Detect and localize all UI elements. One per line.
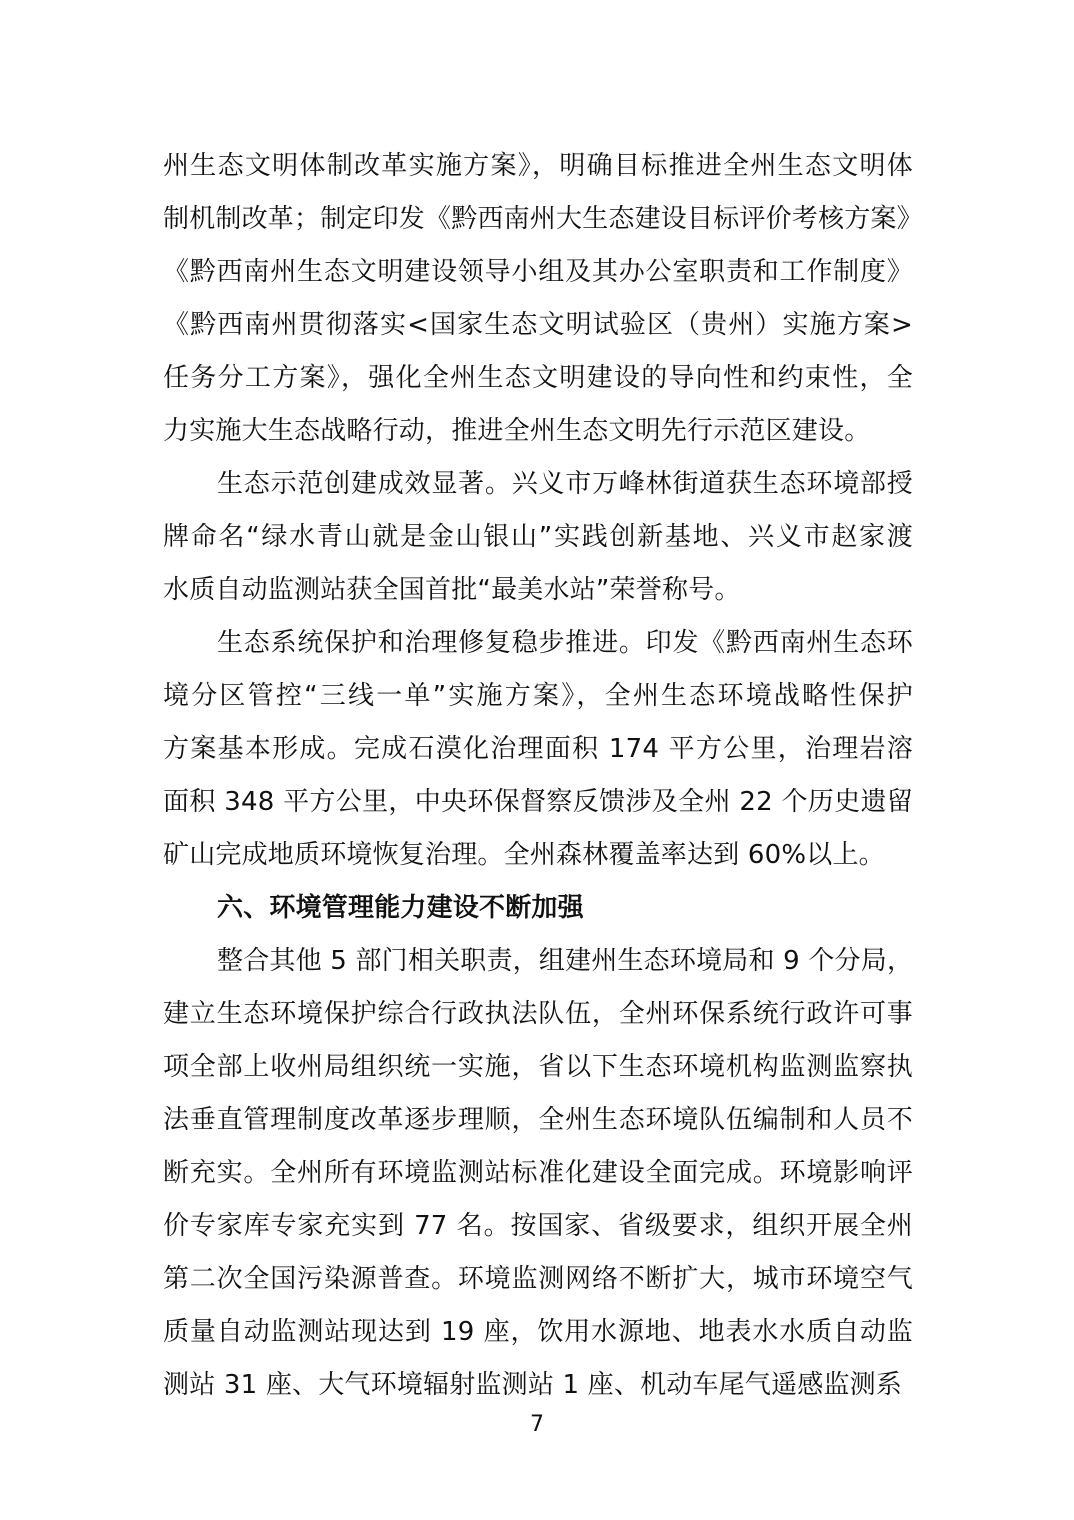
paragraph-line: 方案基本形成。完成石漠化治理面积 174 平方公里，治理岩溶 bbox=[163, 734, 913, 764]
paragraph-line: 制机制改革；制定印发《黔西南州大生态建设目标评价考核方案》 bbox=[163, 204, 923, 234]
paragraph-line: 力实施大生态战略行动，推进全州生态文明先行示范区建设。 bbox=[163, 416, 871, 446]
paragraph-line: 生态示范创建成效显著。兴义市万峰林街道获生态环境部授 bbox=[217, 469, 913, 499]
paragraph-line: 州生态文明体制改革实施方案》，明确目标推进全州生态文明体 bbox=[163, 151, 913, 181]
paragraph-line: 任务分工方案》，强化全州生态文明建设的导向性和约束性，全 bbox=[163, 363, 913, 393]
paragraph-line: 水质自动监测站获全国首批“最美水站”荣誉称号。 bbox=[163, 575, 741, 605]
section-heading: 六、环境管理能力建设不断加强 bbox=[217, 893, 584, 923]
paragraph-line: 法垂直管理制度改革逐步理顺，全州生态环境队伍编制和人员不 bbox=[163, 1105, 913, 1135]
paragraph-line: 测站 31 座、大气环境辐射监测站 1 座、机动车尾气遥感监测系 bbox=[163, 1370, 903, 1400]
page-body bbox=[163, 140, 923, 1412]
paragraph-line: 建立生态环境保护综合行政执法队伍，全州环保系统行政许可事 bbox=[163, 999, 913, 1029]
paragraph-line: 项全部上收州局组织统一实施，省以下生态环境机构监测监察执 bbox=[163, 1052, 913, 1082]
paragraph-line: 《黔西南州贯彻落实<国家生态文明试验区（贵州）实施方案> bbox=[163, 310, 913, 340]
paragraph-line: 矿山完成地质环境恢复治理。全州森林覆盖率达到 60%以上。 bbox=[163, 840, 885, 870]
page-number: 7 bbox=[530, 1412, 544, 1437]
paragraph-line: 价专家库专家充实到 77 名。按国家、省级要求，组织开展全州 bbox=[163, 1211, 913, 1241]
paragraph-line: 牌命名“绿水青山就是金山银山”实践创新基地、兴义市赵家渡 bbox=[163, 522, 913, 552]
paragraph-line: 第二次全国污染源普查。环境监测网络不断扩大，城市环境空气 bbox=[163, 1264, 913, 1294]
paragraph-line: 境分区管控“三线一单”实施方案》，全州生态环境战略性保护 bbox=[163, 681, 913, 711]
paragraph-line: 《黔西南州生态文明建设领导小组及其办公室职责和工作制度》 bbox=[163, 257, 913, 287]
paragraph-line: 整合其他 5 部门相关职责，组建州生态环境局和 9 个分局， bbox=[217, 946, 914, 976]
paragraph-line: 质量自动监测站现达到 19 座，饮用水源地、地表水水质自动监 bbox=[163, 1317, 913, 1347]
paragraph-line: 面积 348 平方公里，中央环保督察反馈涉及全州 22 个历史遗留 bbox=[163, 787, 913, 817]
paragraph-line: 生态系统保护和治理修复稳步推进。印发《黔西南州生态环 bbox=[217, 628, 913, 658]
paragraph-line: 断充实。全州所有环境监测站标准化建设全面完成。环境影响评 bbox=[163, 1158, 913, 1188]
